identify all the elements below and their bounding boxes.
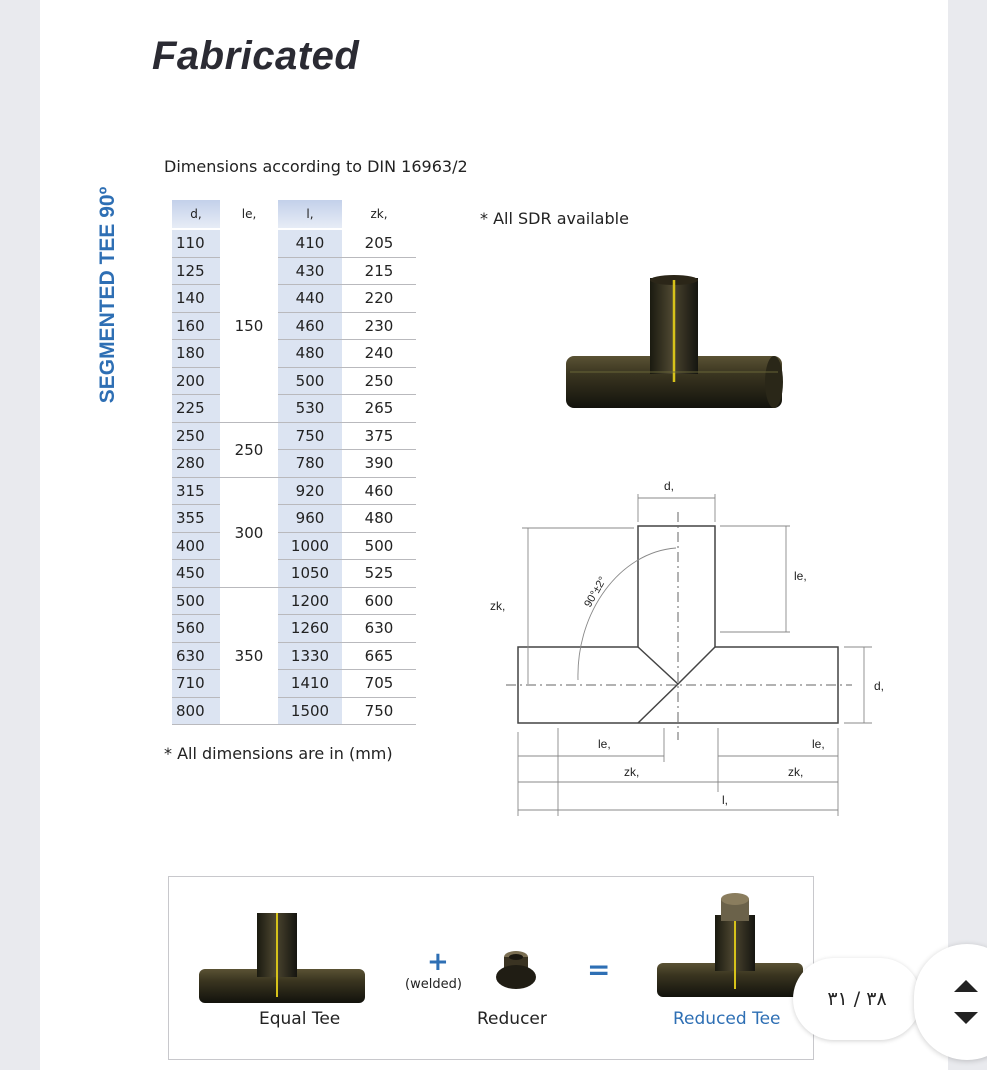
table-row (172, 423, 416, 451)
dim-le-bottom-right: le, (812, 737, 825, 751)
triangle-down-icon[interactable] (954, 1012, 978, 1024)
cell-zk: 215 (364, 261, 394, 280)
table-row (172, 340, 416, 368)
table-row (172, 368, 416, 396)
table-row (172, 615, 416, 643)
cell-d: 225 (172, 395, 220, 422)
cell-d: 140 (172, 285, 220, 312)
reducer-label: Reducer (477, 1009, 547, 1029)
cell-l: 1260 (278, 615, 342, 642)
cell-zk: 240 (364, 344, 394, 362)
cell-l: 1200 (278, 588, 342, 615)
cell-l: 430 (278, 258, 342, 285)
cell-l: 1050 (278, 560, 342, 587)
table-row (172, 258, 416, 286)
cell-l: 480 (278, 340, 342, 367)
table-header (172, 198, 416, 230)
equal-tee-label: Equal Tee (259, 1009, 341, 1029)
cell-zk: 375 (364, 426, 394, 445)
tee-photo (560, 272, 786, 418)
cell-l: 1330 (278, 643, 342, 670)
dim-zk-bottom-right: zk, (788, 765, 804, 779)
reduced-tee-label: Reduced Tee (673, 1009, 781, 1029)
unit-note: * All dimensions are in (mm) (164, 744, 393, 763)
table-row (172, 450, 416, 478)
cell-l: 530 (278, 395, 342, 422)
dimensions-heading: Dimensions according to DIN 16963/2 (164, 157, 468, 176)
dim-zk-left: zk, (490, 599, 506, 613)
cell-d: 280 (172, 450, 220, 477)
table-row (172, 533, 416, 561)
cell-d: 160 (172, 313, 220, 340)
table-body (172, 230, 416, 725)
table-row (172, 395, 416, 423)
cell-d: 560 (172, 615, 220, 642)
cell-d: 110 (172, 230, 220, 257)
header-zk: zk, (370, 207, 388, 221)
table-row (172, 643, 416, 671)
reduced-tee-photo (655, 885, 805, 1009)
cell-d: 800 (172, 698, 220, 725)
cell-le-group: 250 (220, 424, 278, 477)
dim-le-bottom-left: le, (598, 737, 611, 751)
angle-label: 90°±2° (582, 574, 610, 610)
dim-le-right: le, (794, 569, 807, 583)
cell-zk: 630 (364, 619, 394, 637)
cell-l: 1500 (278, 698, 342, 725)
cell-le-group: 300 (220, 479, 278, 587)
document-page (40, 0, 948, 1070)
table-row (172, 505, 416, 533)
table-row (172, 670, 416, 698)
cell-zk: 230 (364, 316, 394, 335)
cell-zk: 705 (364, 674, 394, 692)
cell-zk: 600 (364, 591, 394, 610)
cell-d: 180 (172, 340, 220, 367)
table-row (172, 285, 416, 313)
cell-l: 410 (278, 230, 342, 257)
cell-l: 750 (278, 423, 342, 450)
equals-sign: = (587, 953, 611, 986)
equal-tee-photo (197, 907, 367, 1007)
cell-zk: 665 (364, 646, 394, 665)
cell-d: 400 (172, 533, 220, 560)
page-indicator: ٣٨ / ٣١ (793, 958, 921, 1040)
cell-l: 1410 (278, 670, 342, 697)
header-le: le, (241, 207, 257, 221)
cell-zk: 525 (364, 564, 394, 582)
cell-zk: 750 (364, 701, 394, 720)
dimensions-table (172, 198, 416, 725)
cell-l: 920 (278, 478, 342, 505)
cell-zk: 460 (364, 481, 394, 500)
cell-zk: 220 (364, 289, 394, 307)
dim-d-top: d, (664, 479, 675, 493)
cell-l: 440 (278, 285, 342, 312)
cell-zk: 480 (364, 509, 394, 527)
cell-l: 1000 (278, 533, 342, 560)
cell-zk: 265 (364, 399, 394, 417)
cell-d: 450 (172, 560, 220, 587)
cell-zk: 205 (364, 234, 394, 252)
cell-l: 780 (278, 450, 342, 477)
reduced-tee-combination (168, 876, 814, 1060)
cell-zk: 500 (364, 536, 394, 555)
header-l: l, (278, 200, 342, 228)
cell-le-group: 350 (220, 589, 278, 725)
plus-sign: + (427, 947, 449, 977)
table-row (172, 698, 416, 726)
cell-l: 960 (278, 505, 342, 532)
dim-d-right: d, (874, 679, 885, 693)
page-arrows (952, 978, 980, 1026)
cell-l: 460 (278, 313, 342, 340)
side-title-text: SEGMENTED TEE 90º (96, 186, 119, 404)
welded-label: (welded) (405, 977, 462, 992)
cell-d: 200 (172, 368, 220, 395)
cell-d: 125 (172, 258, 220, 285)
table-row (172, 230, 416, 258)
sdr-note: * All SDR available (480, 209, 629, 228)
dim-zk-bottom-left: zk, (624, 765, 640, 779)
cell-zk: 390 (364, 454, 394, 472)
cell-d: 500 (172, 588, 220, 615)
cell-d: 355 (172, 505, 220, 532)
reducer-photo (493, 947, 539, 993)
cell-d: 315 (172, 478, 220, 505)
cell-le-group: 150 (220, 231, 278, 422)
table-row (172, 313, 416, 341)
dim-l-bottom: l, (722, 793, 728, 807)
header-d: d, (172, 200, 220, 228)
cell-l: 500 (278, 368, 342, 395)
table-row (172, 588, 416, 616)
page-title: Fabricated (152, 34, 360, 78)
tee-drawing (460, 472, 910, 832)
side-title (90, 160, 126, 430)
triangle-up-icon[interactable] (954, 980, 978, 992)
cell-d: 250 (172, 423, 220, 450)
table-row (172, 560, 416, 588)
cell-zk: 250 (364, 371, 394, 390)
cell-d: 710 (172, 670, 220, 697)
table-row (172, 478, 416, 506)
cell-d: 630 (172, 643, 220, 670)
